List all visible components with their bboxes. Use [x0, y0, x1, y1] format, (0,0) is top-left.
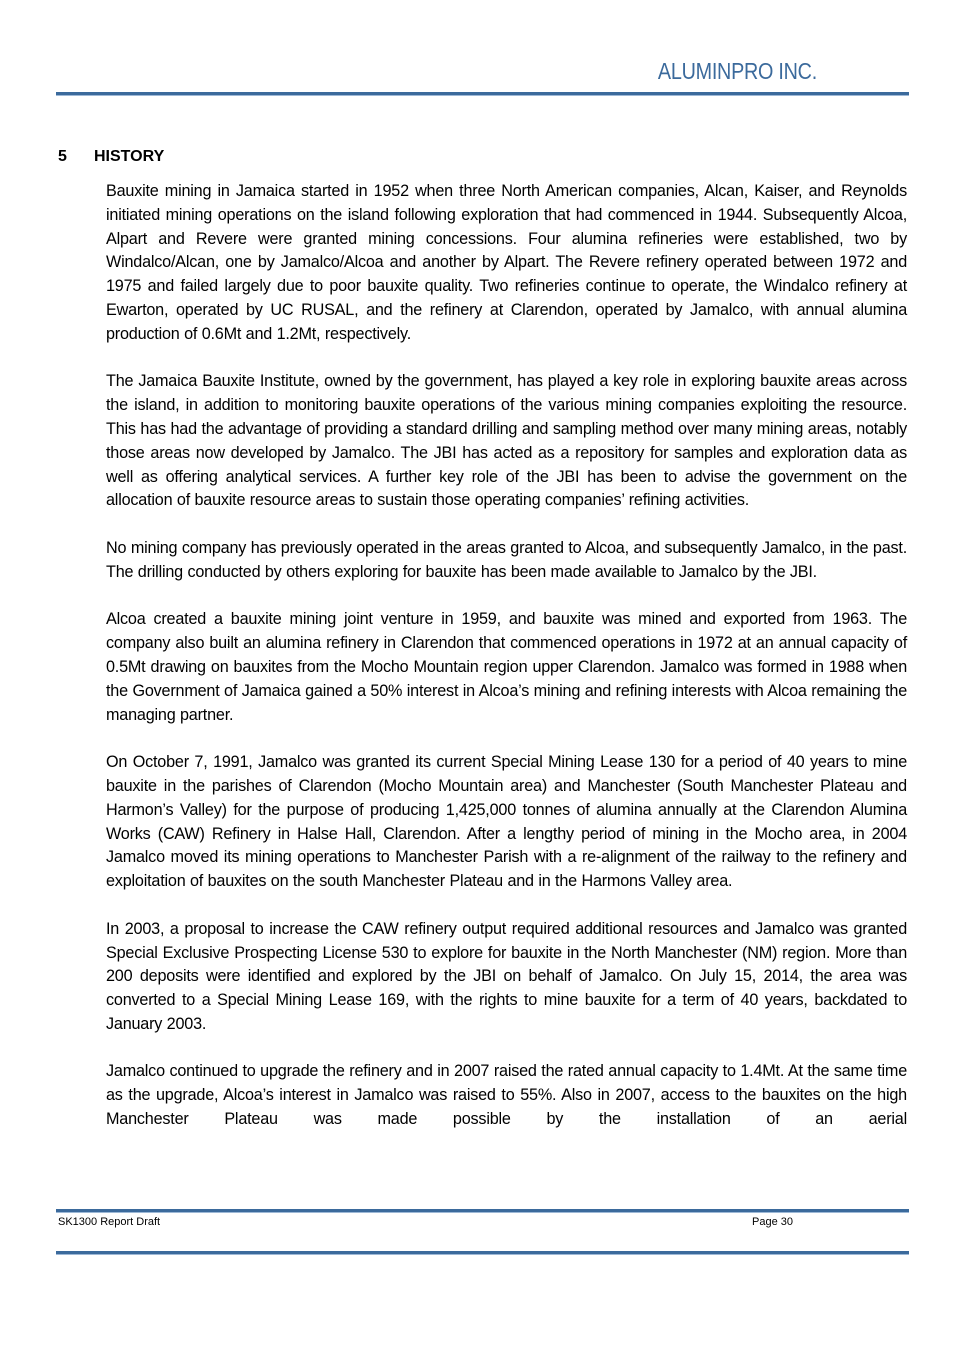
section-heading: [58, 148, 164, 166]
company-header: ALUMINPRO INC.: [657, 58, 817, 84]
section-body: [106, 180, 907, 1132]
footer-document-name: SK1300 Report Draft: [58, 1216, 161, 1228]
paragraph-special-mining-lease-169: In 2003, a proposal to increase the CAW refinery output required additional resources and Jamalco was granted Special Exclusive Prospecting License 530 to explore for bauxite in the North Manchester (NM) region. More than 200 deposits were identified and explored by the JBI on behalf of Jamalco. On July 15, 2014, the area was converted to a Special Mining Lease 169, with the rights to mine bauxite for a term of 40 years, backdated to January 2003.: [106, 919, 907, 1033]
paragraph-bauxite-mining-start: Bauxite mining in Jamaica started in 1952 when three North American companies, Alcan, Kaiser, and Reynolds initiated mining operations on the island following exploration that had commenced in 1944. Subsequently Alcoa, Alpart and Revere were granted mining concessions. Four alumina refineries were established, two by Windalco/Alcan, one by Jamalco/Alcoa and another by Alpart. The Revere refinery operated between 1972 and 1975 and failed largely due to poor bauxite quality. Two refineries continue to operate, the Windalco refinery at Ewarton, operated by UC RUSAL, and the refinery at Clarendon, operated by Jamalco, with annual alumina production of 0.6Mt and 1.2Mt, respectively.: [106, 182, 907, 343]
footer-top-rule: [56, 1209, 909, 1213]
footer-page-number: Page 30: [752, 1216, 793, 1228]
section-title: HISTORY: [94, 148, 165, 165]
paragraph-prior-mining: No mining company has previously operated in the areas granted to Alcoa, and subsequently Jamalco, in the past. The drilling conducted by others exploring for bauxite has been made available to Jamalco by the JBI.: [106, 538, 907, 581]
paragraph-special-mining-lease-130: On October 7, 1991, Jamalco was granted its current Special Mining Lease 130 for a period of 40 years to mine bauxite in the parishes of Clarendon (Mocho Mountain area) and Manchester (South Manchester Plateau and Harmon’s Valley) for the purpose of producing 1,425,000 tonnes of alumina annually at the Clarendon Alumina Works (CAW) Refinery in Halse Hall, Clarendon. After a lengthy period of mining in the Mocho area, in 2004 Jamalco moved its mining operations to Manchester Parish with a re-alignment of the railway to the refinery and exploitation of bauxites on the south Manchester Plateau and in the Harmons Valley area.: [106, 753, 907, 891]
paragraph-alcoa-joint-venture: Alcoa created a bauxite mining joint venture in 1959, and bauxite was mined and exported from 1963. The company also built an alumina refinery in Clarendon that commenced operations in 1972 at an annual capacity of 0.5Mt drawing on bauxites from the Mocho Mountain region upper Clarendon. Jamalco was formed in 1988 when the Government of Jamaica gained a 50% interest in Alcoa’s mining and refining interests with Alcoa remaining the managing partner.: [106, 610, 907, 724]
paragraph-refinery-upgrade: Jamalco continued to upgrade the refinery and in 2007 raised the rated annual capacity to 1.4Mt. At the same time as the upgrade, Alcoa’s interest in Jamalco was raised to 55%. Also in 2007, access to the bauxites on the high Manchester Plateau was made possible by the installation of an aerial: [106, 1062, 907, 1129]
paragraph-jamaica-bauxite-institute: The Jamaica Bauxite Institute, owned by the government, has played a key role in exploring bauxite areas across the island, in addition to monitoring bauxite operations of the various mining companies exploiting the resource. This has had the advantage of providing a standard drilling and sampling method over many mining areas, notably those areas now developed by Jamalco. The JBI has acted as a repository for samples and exploration data as well as offering analytical services. A further key role of the JBI has been to advise the government on the allocation of bauxite resource areas to sustain those operating companies’ refining activities.: [106, 372, 907, 510]
footer-bottom-rule: [56, 1251, 909, 1255]
header-rule: [56, 92, 909, 96]
section-number: 5: [58, 148, 67, 165]
